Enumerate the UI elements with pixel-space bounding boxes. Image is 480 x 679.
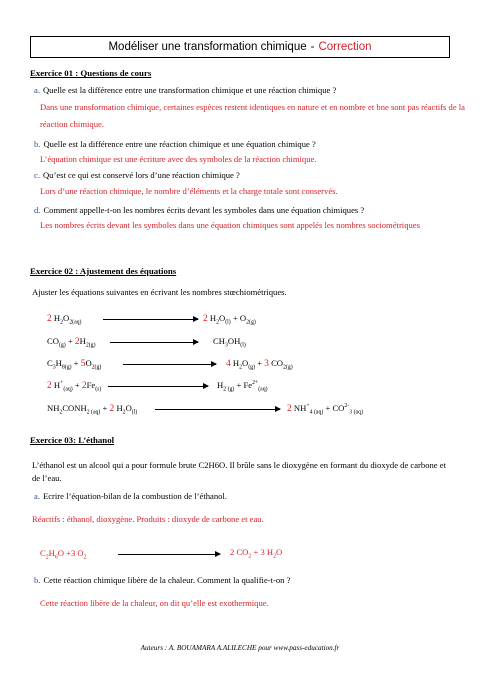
formula-part: H [79, 336, 86, 346]
footer-credits: Auteurs : A. BOUAMARA A.ALILECHE pour www.pass-education.fr [140, 644, 340, 652]
subscript: (g) [248, 364, 256, 371]
answer-1b: L’équation chimique est une écriture avec des symboles de la réaction chimique. [40, 154, 317, 164]
question-3b [34, 575, 290, 585]
question-text: Ecrire l’équation-bilan de la combustion de l’éthanol. [42, 491, 227, 501]
subscript: (l) [131, 409, 138, 416]
formula-part: OH [227, 336, 241, 346]
formula-part: CONH [62, 403, 87, 413]
formula-part: CO [271, 358, 284, 368]
subscript: 3 [52, 364, 56, 371]
plus-sign: + [63, 548, 71, 558]
answer-1c: Lors d’une réaction chimique, le nombre d’éléments et la charge totale sont conservés. [40, 186, 338, 196]
question-label: b. [34, 139, 41, 149]
subscript: 2 [60, 319, 64, 326]
exercise-3-heading: Exercice 03: L’éthanol [30, 435, 115, 445]
subscript: (aq) [63, 386, 73, 393]
formula-part: O [63, 313, 70, 323]
superscript: + [60, 380, 64, 387]
question-text: Cette réaction chimique libère de la chaleur. Comment la qualifie-t-on ? [43, 575, 291, 585]
question-3a [34, 491, 227, 501]
question-label: a. [34, 491, 40, 501]
reaction-arrow [155, 409, 280, 410]
formula-part: Fe [86, 380, 96, 390]
subscript: 2 [83, 554, 87, 561]
subscript: 3 (aq) [349, 409, 363, 416]
reaction-arrow [123, 364, 216, 365]
equation-4-reactants [47, 380, 101, 393]
subscript: 3 [224, 342, 228, 349]
subscript: 6 [54, 554, 58, 561]
formula-part: CO [234, 547, 249, 557]
subscript: 2(g) [85, 342, 96, 349]
equation-5-reactants [47, 403, 137, 416]
answer-3b: Cette réaction libère de la chaleur, on dit qu’elle est exothermique. [40, 598, 269, 608]
subscript: (g) [58, 342, 66, 349]
superscript: 2- [344, 403, 350, 410]
question-1c [34, 170, 240, 180]
plus-sign: + [234, 380, 244, 390]
subscript: 2 [59, 409, 63, 416]
coefficient: 4 [226, 359, 231, 369]
question-label: c. [34, 170, 40, 180]
question-text: Comment appelle-t-on les nombres écrits devant les symboles dans une équation chimiques ? [43, 205, 365, 215]
subscript: 2(g) [246, 319, 256, 326]
subscript: 2 (g) [223, 386, 235, 393]
subscript: 2 [216, 319, 220, 326]
exercise-1-heading: Exercice 01 : Questions de cours [30, 68, 152, 78]
coefficient: 3 [70, 548, 76, 558]
question-label: b. [34, 575, 41, 585]
formula-part: NH [293, 403, 307, 413]
formula-part: NH [47, 403, 60, 413]
plus-sign: + [230, 313, 240, 323]
coefficient: 2 [74, 337, 80, 347]
formula-part: H [116, 403, 123, 413]
exercise-2-intro: Ajuster les équations suivantes en écrivant les nombres stœchiométriques. [32, 287, 287, 297]
title-box [30, 36, 450, 58]
exercise-2-heading: Exercice 02 : Ajustement des équations [30, 266, 177, 276]
formula-part: H [217, 380, 224, 390]
question-1d [34, 205, 364, 215]
plus-sign: + [323, 403, 333, 413]
formula-part: Fe [243, 380, 253, 390]
coefficient: 2 [287, 404, 292, 414]
coefficient: 5 [80, 359, 86, 369]
formula-part: C [47, 358, 53, 368]
formula-part: O [75, 548, 84, 558]
answer-1a: Dans une transformation chimique, certaines espèces restent identiques en nature et en nombre et bne sont pas réactifs de la réaction chimique. [40, 102, 465, 129]
question-text: Quelle est la différence entre une transformation chimique et une réaction chimique ? [42, 85, 337, 95]
question-1a [34, 85, 336, 95]
subscript: 2 [45, 554, 49, 561]
exercise-3-intro: L’éthanol est un alcool qui a pour formule brute C2H6O. Il brûle sans le dioxygène en formant du dioxyde de carbone et de l’eau. [32, 460, 446, 483]
coefficient: 2 [109, 404, 115, 414]
equation-1-products [203, 313, 256, 326]
answer-1d: Les nombres écrits devant les symboles dans une équation chimiques sont appelés les nombres sociométriques [40, 220, 420, 230]
reaction-arrow [110, 342, 198, 343]
coefficient: 3 [260, 547, 265, 557]
equation-4-products [217, 380, 268, 393]
plus-sign: + [65, 336, 75, 346]
plus-sign: + [72, 380, 82, 390]
formula-part: O [242, 358, 249, 368]
formula-part: O [276, 547, 283, 557]
subscript: 2 (aq) [86, 409, 101, 416]
plus-sign: + [100, 403, 110, 413]
reaction-arrow [108, 386, 208, 387]
equation-3-reactants [47, 358, 101, 371]
formula-part: CH [213, 336, 225, 346]
equation-2-products [213, 336, 246, 349]
question-1b [34, 139, 316, 149]
formula-part: H [264, 547, 274, 557]
equation-3-products [226, 358, 293, 371]
formula-part: H [55, 358, 62, 368]
coefficient: 3 [264, 359, 269, 369]
formula-part: H [53, 313, 61, 323]
plus-sign: + [71, 358, 81, 368]
combustion-equation-reactants [40, 548, 87, 561]
subscript: (aq) [258, 386, 268, 393]
formula-part: CO [47, 336, 59, 346]
reaction-arrow [118, 554, 220, 555]
equation-2-reactants [47, 336, 96, 349]
subscript: (l) [225, 319, 231, 326]
combustion-equation-products [230, 547, 282, 560]
page-title: Modéliser une transformation chimique [108, 41, 307, 53]
superscript: 2+ [252, 380, 259, 387]
subscript: 4 (aq) [309, 409, 324, 416]
subscript: 2(g) [91, 364, 102, 371]
coefficient: 2 [47, 314, 52, 324]
answer-3a: Réactifs : éthanol, dioxygène. Produits : dioxyde de carbone et eau. [32, 514, 264, 524]
subscript: 2(g) [283, 364, 293, 371]
formula-part: C [40, 548, 46, 558]
coefficient: 2 [81, 381, 87, 391]
formula-part: O [239, 313, 247, 323]
subscript: 2 [239, 364, 243, 371]
coefficient: 2 [203, 314, 208, 324]
equation-5-products [287, 403, 363, 416]
subscript: 2(aq) [69, 319, 82, 326]
title-separator: - [310, 41, 315, 53]
subscript: 2 [273, 553, 277, 560]
subscript: (l) [240, 342, 246, 349]
subscript: 2 [248, 553, 252, 560]
reaction-arrow [103, 319, 198, 320]
formula-part: H [209, 313, 217, 323]
formula-part: H [232, 358, 240, 368]
question-label: a. [34, 85, 40, 95]
question-label: d. [34, 205, 41, 215]
subscript: 2 [122, 409, 126, 416]
formula-part: O [219, 313, 226, 323]
plus-sign: + [255, 358, 265, 368]
coefficient: 2 [47, 381, 52, 391]
subscript: 8(g) [61, 364, 72, 371]
formula-part: O [125, 403, 132, 413]
superscript: + [306, 403, 310, 410]
correction-label: Correction [318, 41, 372, 53]
formula-part: O [57, 548, 64, 558]
formula-part: CO [332, 403, 345, 413]
formula-part: O [85, 358, 92, 368]
formula-part: H [53, 380, 61, 390]
question-text: Qu’est ce qui est conservé lors d’une réaction chimique ? [42, 170, 240, 180]
question-text: Quelle est la différence entre une réaction chimique et une équation chimique ? [43, 139, 316, 149]
subscript: (s) [95, 386, 102, 393]
formula-part: H [48, 548, 55, 558]
coefficient: 2 [230, 547, 235, 557]
plus-sign: + [251, 547, 261, 557]
equation-1-reactants [47, 313, 81, 326]
